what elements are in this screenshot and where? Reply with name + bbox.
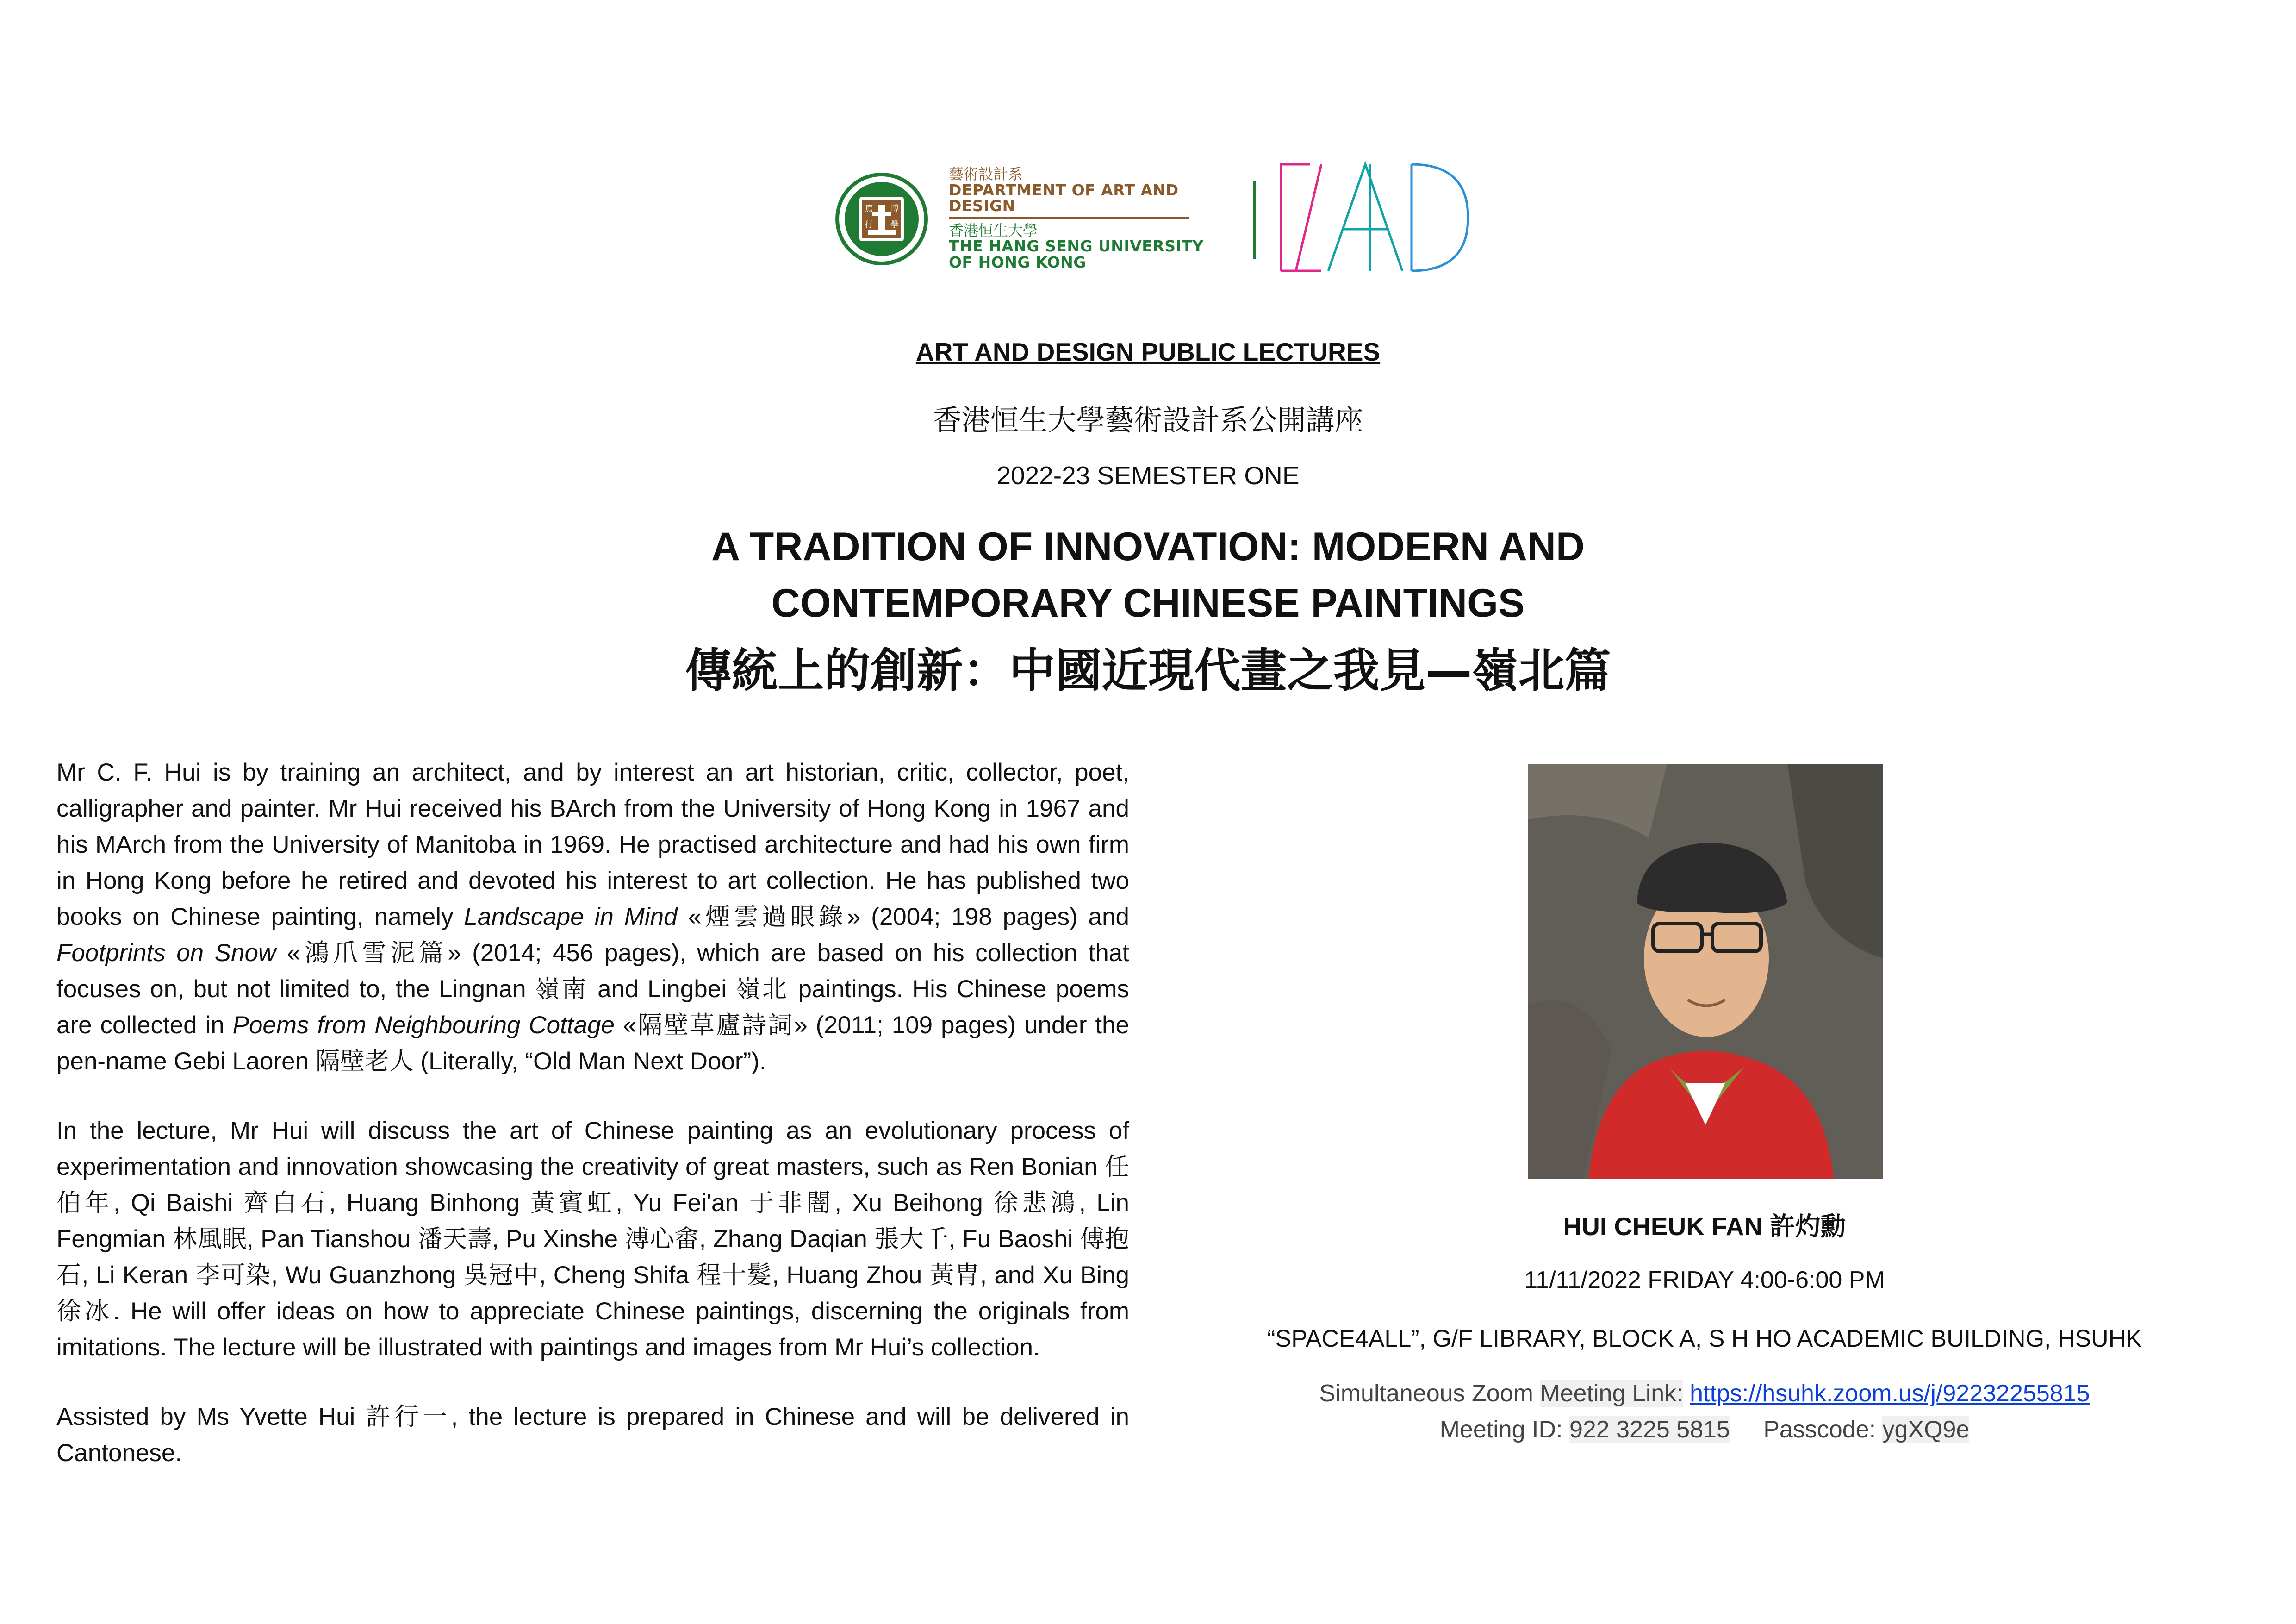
- speaker-portrait-image: [1528, 764, 1883, 1179]
- speaker-bio-paragraph: [56, 755, 1129, 1080]
- seal-char-3: 行: [865, 220, 873, 230]
- wordmark-rule: [949, 217, 1189, 219]
- zoom-prefix: Simultaneous Zoom: [1319, 1380, 1540, 1407]
- university-name-en-line1: THE HANG SENG UNIVERSITY: [949, 237, 1204, 256]
- bio-text-2: «煙雲過眼錄» (2004; 198 pages) and: [677, 903, 1129, 931]
- book-title-poems: Poems from Neighbouring Cottage: [232, 1012, 615, 1039]
- language-note-paragraph: Assisted by Ms Yvette Hui 許行一, the lecture is prepared in Chinese and will be delivered in Cantonese.: [56, 1403, 1129, 1467]
- logo-divider: [1253, 181, 1256, 259]
- book-title-footprints: Footprints on Snow: [56, 939, 276, 967]
- passcode-label: Passcode:: [1763, 1416, 1883, 1443]
- meeting-credentials-line: [1185, 1416, 2224, 1443]
- lecture-title-cn: 傳統上的創新：中國近現代畫之我見—嶺北篇: [685, 643, 1611, 698]
- lecture-title: [0, 518, 2296, 631]
- university-name-cn: 香港恒生大學: [949, 221, 1038, 239]
- meeting-id-label: Meeting ID:: [1439, 1416, 1569, 1443]
- meeting-id-value: 922 3225 5815: [1569, 1416, 1730, 1443]
- seal-char-2: 博: [890, 204, 899, 214]
- bio-text-4: «隔壁草廬詩詞» (2011; 109 pages) under the pen-name Gebi Laoren 隔壁老人 (Literally, “Old Man Next Door”).: [56, 1012, 1129, 1075]
- series-title-cn: 香港恒生大學藝術設計系公開講座: [933, 403, 1363, 437]
- lecture-title-line1: A TRADITION OF INNOVATION: MODERN AND: [711, 525, 1585, 569]
- lecture-title-line2: CONTEMPORARY CHINESE PAINTINGS: [771, 581, 1525, 625]
- seal-char-4: 學: [890, 220, 899, 230]
- bio-text-1: Mr C. F. Hui is by training an architect, and by interest an art historian, critic, collector, poet, calligrapher and painter. Mr Hui received his BArch from the University of Hong Kong in 1967 and his MArch from the University of Manitoba in 1969. He practised architecture and had his own firm in Hong Kong before he retired and devoted his interest to art collection. He has published two books on Chinese painting, namely: [56, 759, 1129, 931]
- series-title: ART AND DESIGN PUBLIC LECTURES: [915, 337, 1381, 366]
- semester-label: 2022-23 SEMESTER ONE: [996, 461, 1300, 490]
- event-venue: “SPACE4ALL”, G/F LIBRARY, BLOCK A, S H HO ACADEMIC BUILDING, HSUHK: [1267, 1325, 2142, 1352]
- lecture-description: [56, 755, 1129, 1505]
- university-seal-logo: [835, 173, 928, 265]
- dept-name-cn: 藝術設計系: [949, 165, 1023, 183]
- university-name-en-line2: OF HONG KONG: [949, 253, 1086, 272]
- zoom-link-line: [1185, 1380, 2224, 1407]
- zoom-meeting-link[interactable]: https://hsuhk.zoom.us/j/92232255815: [1690, 1380, 2090, 1407]
- bio-text-3: «鴻爪雪泥篇» (2014; 456 pages), which are based on his collection that focuses on, but not limited to, the Lingnan 嶺南 and Lingbei 嶺北 paintings. His Chinese poems are collected in: [56, 939, 1130, 1039]
- department-wordmark: [949, 167, 1236, 271]
- seal-char-1: 篤: [865, 204, 873, 214]
- lecture-summary-paragraph: In the lecture, Mr Hui will discuss the art of Chinese painting as an evolutionary process of experimentation and innovation showcasing the creativity of great masters, such as Ren Bonian 任伯年, Qi Baishi 齊白石, Huang Binhong 黃賓虹, Yu Fei'an 于非闇, Xu Beihong 徐悲鴻, Lin Fengmian 林風眠, Pan Tianshou 潘天壽, Pu Xinshe 溥心畬, Zhang Daqian 張大千, Fu Baoshi 傅抱石, Li Keran 李可染, Wu Guanzhong 吳冠中, Cheng Shifa 程十髮, Huang Zhou 黃胄, and Xu Bing 徐冰. He will offer ideas on how to appreciate Chinese paintings, discerning the originals from imitations. The lecture will be illustrated with paintings and images from Mr Hui’s collection.: [56, 1117, 1129, 1361]
- speaker-name: HUI CHEUK FAN 許灼勳: [1563, 1212, 1846, 1241]
- dept-name-en: DEPARTMENT OF ART AND DESIGN: [949, 181, 1179, 215]
- passcode-value: ygXQ9e: [1882, 1416, 1970, 1443]
- ad-monogram-logo: [1277, 160, 1472, 275]
- zoom-label: Meeting Link:: [1540, 1380, 1683, 1407]
- book-title-landscape: Landscape in Mind: [464, 903, 678, 931]
- event-datetime: 11/11/2022 FRIDAY 4:00-6:00 PM: [1524, 1267, 1885, 1293]
